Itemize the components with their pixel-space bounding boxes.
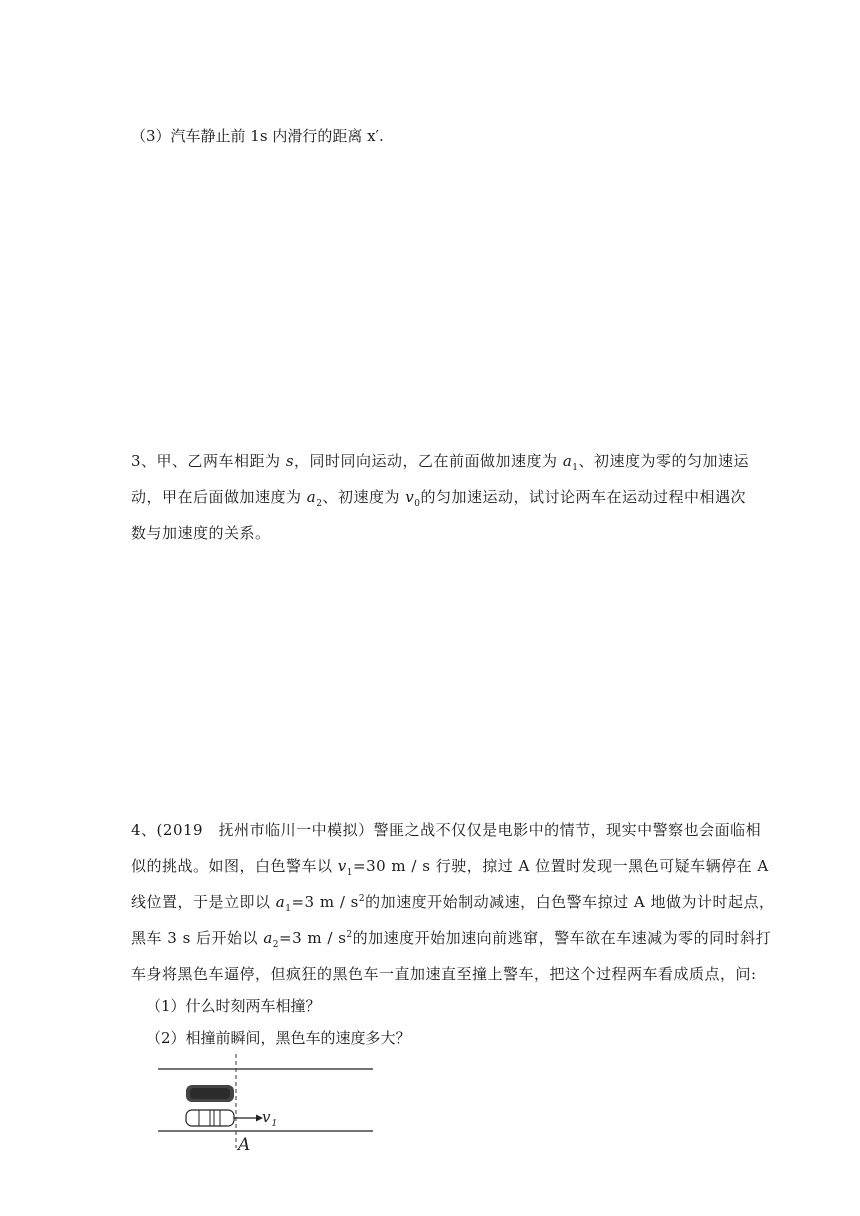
- problem-4-sub-2: （2）相撞前瞬间，黑色车的速度多大？: [146, 1029, 411, 1047]
- road-figure: [158, 1052, 378, 1156]
- problem-3-line-3: 数与加速度的关系。: [131, 524, 271, 542]
- problem-4: [131, 812, 775, 992]
- problem-4-line-1: 4、(2019 抚州市临川一中模拟）警匪之战不仅仅是电影中的情节，现实中警察也会面临相: [131, 821, 762, 839]
- problem-3: [131, 443, 750, 551]
- problem-4-line-5: 车身将黑色车逼停，但疯狂的黑色车一直加速直至撞上警车，把这个过程两车看成质点，问:: [131, 965, 757, 983]
- problem-4-line-2: 似的挑战。如图，白色警车以 $v_1=30$ m / s 行驶，掠过 A 位置时发现一黑色可疑车辆停在 A: [131, 857, 769, 878]
- white-police-car: [186, 1110, 234, 1126]
- problem-3-line-1: 3、甲、乙两车相距为 s，同时同向运动，乙在前面做加速度为 $a_1$、初速度为零的匀加速运: [131, 452, 750, 473]
- problem-4-line-3: 线位置，于是立即以 $a_1=3$ m / $s^2$的加速度开始制动减速，白色警车掠过 A 地做为计时起点，: [131, 893, 775, 914]
- black-car: [186, 1085, 234, 1102]
- problem-4-sub-1: （1）什么时刻两车相撞？: [146, 997, 321, 1015]
- problem-4-line-4: 黑车 3 s 后开始以 $a_2=3$ m / $s^2$的加速度开始加速向前逃窜，警车欲在车速减为零的同时斜打: [131, 929, 772, 950]
- position-a-label: A: [238, 1135, 251, 1155]
- velocity-label: $v_1$: [262, 1108, 278, 1129]
- question-3-sub-3: （3）汽车静止前 1s 内滑行的距离 x′.: [131, 127, 384, 145]
- problem-3-line-2: 动，甲在后面做加速度为 $a_2$、初速度为 $v_0$的匀加速运动，试讨论两车在运动过程中相遇次: [131, 488, 746, 509]
- velocity-arrow: [234, 1115, 263, 1122]
